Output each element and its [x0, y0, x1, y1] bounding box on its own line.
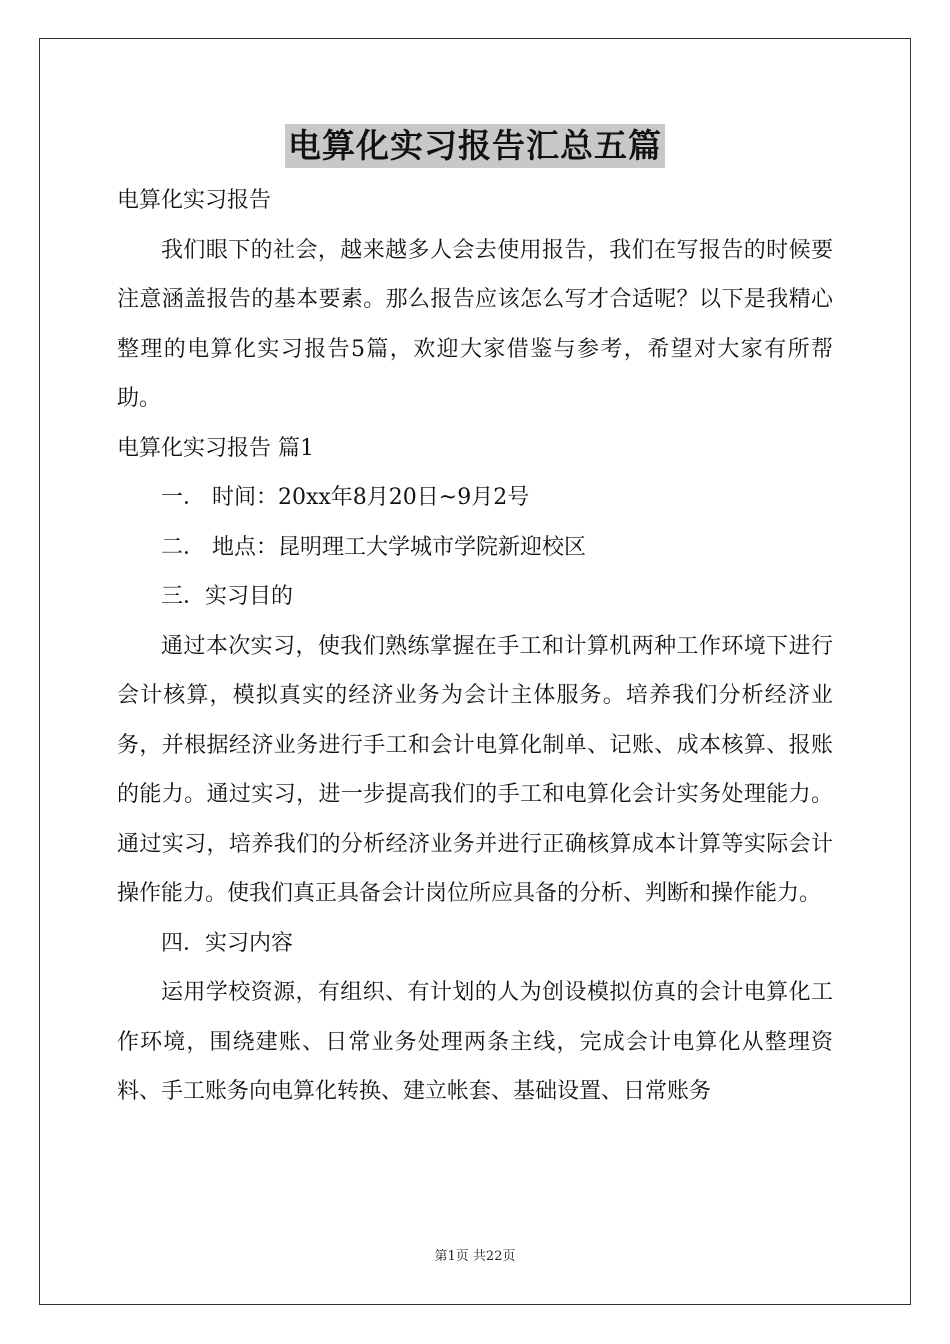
- paragraph: 电算化实习报告: [117, 188, 272, 213]
- title-container: [0, 124, 950, 168]
- paragraph: 电算化实习报告 篇1: [117, 435, 314, 461]
- paragraph: 四．实习内容: [161, 930, 294, 956]
- paragraph: 通过本次实习，使我们熟练掌握在手工和计算机两种工作环境下进行会计核算，模拟真实的经济业务为会计主体服务。培养我们分析经济业务，并根据经济业务进行手工和会计电算化制单、记账、成本核算、报账的能力。通过实习，进一步提高我们的手工和电算化会计实务处理能力。通过实习，培养我们的分析经济业务并进行正确核算成本计算等实际会计操作能力。使我们真正具备会计岗位所应具备的分析、判断和操作能力。: [117, 633, 833, 906]
- document-body: [117, 176, 833, 1117]
- paragraph: 我们眼下的社会，越来越多人会去使用报告，我们在写报告的时候要注意涵盖报告的基本要素。那么报告应该怎么写才合适呢？以下是我精心整理的电算化实习报告5篇，欢迎大家借鉴与参考，希望对大家有所帮助。: [117, 237, 833, 411]
- paragraph: 二． 地点：昆明理工大学城市学院新迎校区: [161, 534, 586, 560]
- document-title: 电算化实习报告汇总五篇: [285, 124, 665, 168]
- paragraph: 运用学校资源，有组织、有计划的人为创设模拟仿真的会计电算化工作环境，围绕建账、日常业务处理两条主线，完成会计电算化从整理资料、手工账务向电算化转换、建立帐套、基础设置、日常账务: [117, 980, 833, 1104]
- paragraph: 三．实习目的: [161, 584, 294, 609]
- paragraph: 一． 时间：20xx年8月20日~9月2号: [161, 485, 530, 510]
- page-footer: 第1页 共22页: [434, 1249, 516, 1264]
